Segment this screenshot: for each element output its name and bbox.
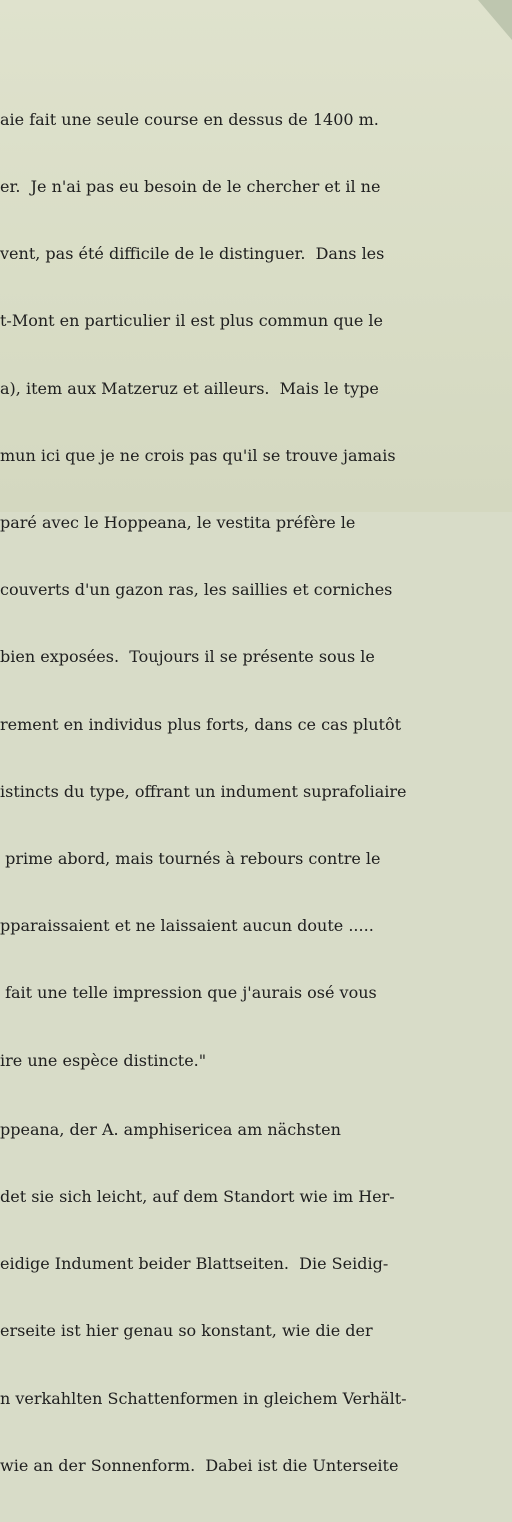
document-text: [0, 64, 470, 1522]
text-line: paré avec le Hoppeana, le vestita préfère le: [0, 513, 356, 533]
text-line: aie fait une seule course en dessus de 1400 m.: [0, 109, 379, 129]
text-line: n verkahlten Schattenformen in gleichem Verhält-: [0, 1388, 407, 1408]
text-line: ire une espèce distincte.": [0, 1050, 207, 1070]
text-line: rement en individus plus forts, dans ce cas plutôt: [0, 714, 402, 734]
text-line: a), item aux Matzeruz et ailleurs. Mais le type: [0, 378, 379, 398]
text-line: istincts du type, offrant un indument suprafoliaire: [0, 781, 407, 801]
text-line: fait une telle impression que j'aurais osé vous: [0, 983, 377, 1003]
text-line: mun ici que je ne crois pas qu'il se trouve jamais: [0, 445, 396, 465]
page-corner-shadow: [478, 0, 512, 40]
text-line: prime abord, mais tournés à rebours contre le: [0, 849, 381, 869]
text-line: ppeana, der A. amphisericea am nächsten: [0, 1119, 341, 1139]
text-line: t-Mont en particulier il est plus commun que le: [0, 311, 384, 331]
text-line: couverts d'un gazon ras, les saillies et corniches: [0, 580, 393, 600]
text-line: vent, pas été difficile de le distinguer. Dans les: [0, 244, 385, 264]
text-line: bien exposées. Toujours il se présente sous le: [0, 647, 375, 667]
text-line: er. Je n'ai pas eu besoin de le chercher et il ne: [0, 177, 381, 197]
text-line: wie an der Sonnenform. Dabei ist die Unterseite: [0, 1455, 399, 1475]
text-line: det sie sich leicht, auf dem Standort wie im Her-: [0, 1187, 395, 1207]
text-line: pparaissaient et ne laissaient aucun doute .....: [0, 916, 374, 936]
text-line: eidige Indument beider Blattseiten. Die Seidig-: [0, 1254, 389, 1274]
text-line: erseite ist hier genau so konstant, wie die der: [0, 1321, 373, 1341]
